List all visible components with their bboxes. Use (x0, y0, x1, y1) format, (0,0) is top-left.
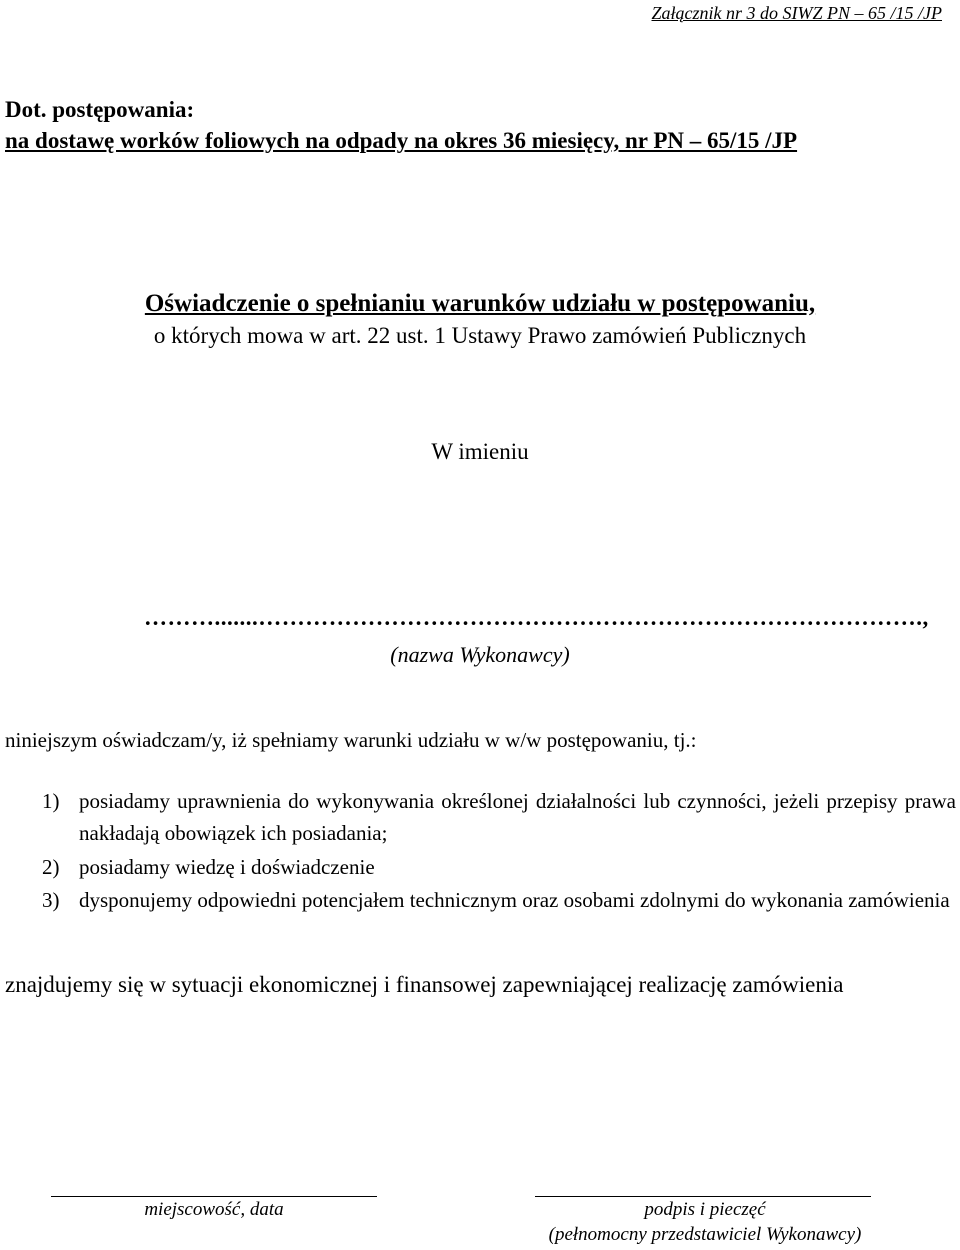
place-date-caption: miejscowość, data (144, 1199, 284, 1220)
financial-statement: znajdujemy się w sytuacji ekonomicznej i finansowej zapewniającej realizację zamówienia (5, 972, 844, 997)
attachment-reference: Załącznik nr 3 do SIWZ PN – 65 /15 /JP (651, 3, 942, 23)
condition-text: posiadamy wiedzę i doświadczenie (79, 855, 375, 879)
procedure-label: Dot. postępowania: (5, 97, 195, 122)
condition-text: dysponujemy odpowiedni potencjałem technicznym oraz osobami zdolnymi do wykonania zamówienia (79, 888, 950, 912)
contractor-name-caption: (nazwa Wykonawcy) (390, 642, 570, 667)
procedure-subject: na dostawę worków foliowych na odpady na okres 36 miesięcy, nr PN – 65/15 /JP (5, 128, 798, 153)
on-behalf-label: W imieniu (431, 439, 529, 464)
place-date-line[interactable] (51, 1196, 377, 1197)
signature-stamp-caption: podpis i pieczęć (644, 1199, 766, 1220)
contractor-name-field[interactable]: ……….......…………………………………………………………………………., (144, 605, 929, 630)
condition-item (42, 785, 956, 849)
condition-number: 1) (42, 789, 60, 813)
condition-number: 3) (42, 888, 60, 912)
signature-line[interactable] (535, 1196, 871, 1197)
condition-text: posiadamy uprawnienia do wykonywania określonej działalności lub czynności, jeżeli przepisy prawa nakładają obowiązek ich posiadania; (79, 789, 956, 845)
representative-caption: (pełnomocny przedstawiciel Wykonawcy) (548, 1224, 862, 1245)
condition-number: 2) (42, 855, 60, 879)
declaration-subtitle: o których mowa w art. 22 ust. 1 Ustawy Prawo zamówień Publicznych (153, 323, 807, 348)
condition-item (42, 884, 956, 916)
declaration-title: Oświadczenie o spełnianiu warunków udziału w postępowaniu, (144, 290, 816, 317)
declaration-intro: niniejszym oświadczam/y, iż spełniamy warunki udziału w w/w postępowaniu, tj.: (5, 728, 697, 752)
condition-item (42, 851, 956, 883)
